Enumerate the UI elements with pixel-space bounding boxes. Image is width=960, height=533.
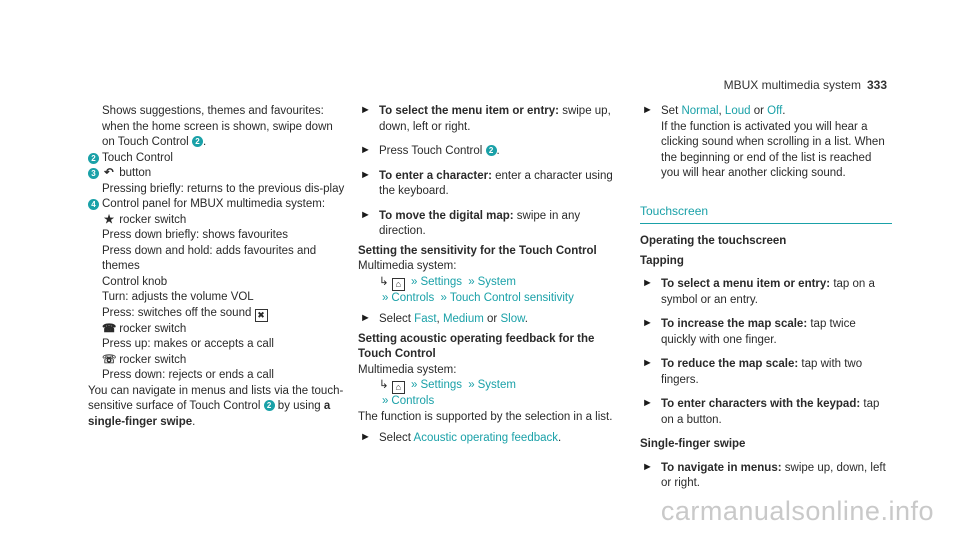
path-controls[interactable]: Controls — [391, 291, 435, 304]
path-touch-control-sensitivity[interactable]: Touch Control sensitivity — [449, 291, 574, 304]
header-title: MBUX multimedia system — [723, 78, 861, 92]
section-sensitivity-sub: Multimedia system: — [358, 260, 457, 272]
option-normal[interactable]: Normal — [681, 105, 719, 117]
option-loud[interactable]: Loud — [724, 105, 751, 117]
ref-2-icon: 2 — [192, 136, 203, 147]
step-set-volume: ► Set Normal, Loud or Off. If the function is activated you will hear a clicking sound when scrolling in a list. When the beginning or end of the list is reached you will hear another clicking sound. — [642, 104, 885, 179]
path-system[interactable]: System — [477, 275, 516, 288]
step-arrow-icon: ► — [642, 277, 653, 289]
item-3: 3 ↶ button Pressing briefly: returns to the previous dis-play — [88, 166, 346, 197]
operating-heading: Operating the touchscreen — [640, 235, 787, 247]
path-start-icon: ↳ — [379, 275, 389, 288]
step-select-menu-item: ► To select the menu item or entry: swipe up, down, left or right. — [360, 104, 611, 133]
item-2: 2 Touch Control — [88, 151, 346, 167]
watermark: carmanualsonline.info — [660, 496, 934, 526]
column-2 — [358, 104, 628, 456]
item-4: 4 Control panel for MBUX multimedia system: ★ rocker switch Press down briefly: shows favourites Press down and hold: adds favourites and themes Control knob Turn: adjusts the volume VOL Press: switches off the sound ✖ ☎ rocker switch Press up: makes or accepts a call ☏ rocker switch Press down: rejects or ends a call — [88, 197, 346, 384]
step-enter-character: ► To enter a character: enter a character using the keyboard. — [360, 168, 613, 197]
step-tap-increase: ► To increase the map scale: tap twice quickly with one finger. — [642, 317, 856, 346]
section-feedback-sub: Multimedia system: — [358, 363, 457, 376]
step-arrow-icon: ► — [360, 431, 371, 443]
chevron-double-icon: » — [382, 395, 389, 407]
step-arrow-icon: ► — [642, 104, 653, 116]
phone-end-icon: ☏ — [102, 353, 117, 366]
step-arrow-icon: ► — [360, 208, 371, 221]
path-settings[interactable]: Settings — [420, 379, 463, 391]
step-arrow-icon: ► — [642, 317, 653, 329]
step-move-map: ► To move the digital map: swipe in any direction. — [360, 208, 581, 237]
option-fast[interactable]: Fast — [414, 313, 437, 325]
chevron-double-icon: » — [468, 379, 475, 391]
ref-2-icon: 2 — [264, 400, 275, 411]
page-number: 333 — [866, 78, 887, 92]
step-tap-keypad: ► To enter characters with the keypad: tap on a button. — [642, 397, 880, 426]
single-finger-heading: Single-finger swipe — [640, 438, 746, 450]
step-arrow-icon: ► — [360, 144, 371, 156]
path-settings[interactable]: Settings — [420, 275, 463, 288]
section-feedback-title: Setting acoustic operating feedback for the Touch Control — [358, 332, 595, 360]
chevron-double-icon: » — [468, 275, 475, 288]
step-arrow-icon: ► — [642, 397, 653, 409]
step-press-touch-control: ► Press Touch Control 2 . — [360, 144, 500, 157]
star-icon: ★ — [103, 213, 115, 226]
chevron-double-icon: » — [411, 275, 418, 288]
chevron-double-icon: » — [411, 379, 418, 391]
chevron-double-icon: » — [440, 291, 447, 304]
path-start-icon: ↳ — [379, 379, 389, 391]
step-arrow-icon: ► — [360, 104, 371, 116]
option-slow[interactable]: Slow — [500, 313, 525, 325]
step-arrow-icon: ► — [642, 460, 653, 473]
step-tap-select: ► To select a menu item or entry: tap on a symbol or an entry. — [642, 277, 875, 306]
path-system[interactable]: System — [477, 379, 516, 391]
section-sensitivity-title: Setting the sensitivity for the Touch Control — [358, 244, 597, 257]
home-icon: ⌂ — [392, 278, 405, 291]
step-arrow-icon: ► — [360, 168, 371, 181]
ref-2-icon: 2 — [486, 145, 497, 156]
path-controls[interactable]: Controls — [391, 395, 435, 407]
navigate-text: You can navigate in menus and lists via the touch-sensitive surface of Touch Control 2 by using a single-finger swipe. — [88, 384, 344, 428]
number-2-icon: 2 — [88, 153, 99, 164]
menu-path-feedback — [358, 378, 628, 410]
step-arrow-icon: ► — [642, 357, 653, 369]
intro-text: Shows suggestions, themes and favourites: when the home screen is shown, swipe down on Touch Control 2 . — [102, 105, 333, 148]
home-icon: ⌂ — [392, 381, 405, 394]
option-medium[interactable]: Medium — [442, 313, 484, 325]
back-arrow-icon: ↶ — [104, 167, 114, 179]
number-3-icon: 3 — [88, 168, 99, 179]
step-tap-reduce: ► To reduce the map scale: tap with two fingers. — [642, 357, 863, 386]
supported-text: The function is supported by the selection in a list. — [358, 410, 613, 423]
mute-icon: ✖ — [255, 309, 268, 322]
step-swipe-navigate: ► To navigate in menus: swipe up, down, left or right. — [642, 460, 886, 489]
chevron-double-icon: » — [382, 291, 389, 304]
phone-accept-icon: ☎ — [102, 322, 117, 335]
number-4-icon: 4 — [88, 199, 99, 210]
menu-path-sensitivity — [358, 275, 628, 307]
column-1 — [88, 104, 346, 430]
option-off[interactable]: Off — [767, 105, 783, 117]
option-acoustic-feedback[interactable]: Acoustic operating feedback — [413, 432, 559, 444]
section-heading-touchscreen: Touchscreen — [640, 204, 892, 225]
page-header — [724, 78, 887, 92]
step-select-feedback: ► Select Acoustic operating feedback. — [360, 431, 562, 444]
step-arrow-icon: ► — [360, 312, 371, 324]
tapping-heading: Tapping — [640, 254, 684, 267]
column-3 — [640, 104, 892, 501]
step-select-speed: ► Select Fast, Medium or Slow. — [360, 312, 528, 325]
